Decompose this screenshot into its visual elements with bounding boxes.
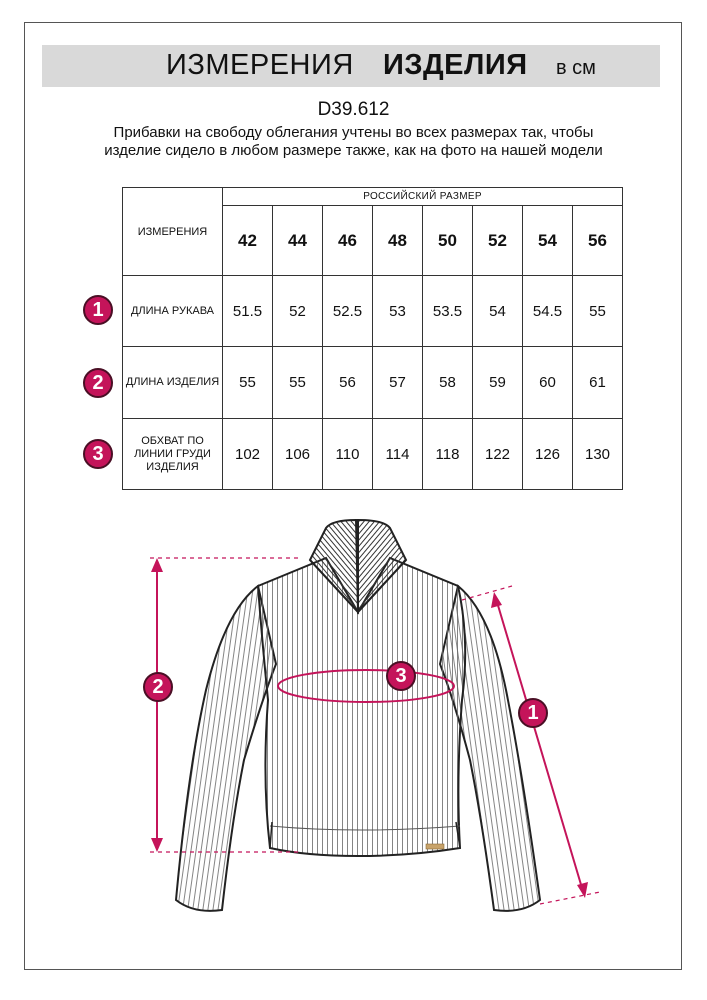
table-cell: 114	[373, 419, 423, 490]
table-cell: 53	[373, 276, 423, 347]
table-cell: 52.5	[323, 276, 373, 347]
table-cell: 56	[323, 347, 373, 419]
table-cell: 59	[473, 347, 523, 419]
size-header: 56	[573, 206, 623, 276]
table-cell: 122	[473, 419, 523, 490]
size-header: 42	[223, 206, 273, 276]
table-cell: 54.5	[523, 276, 573, 347]
fit-note: Прибавки на свободу облегания учтены во всех размерах так, чтобы изделие сидело в любом размере также, как на фото на нашей модели	[104, 124, 603, 159]
size-header: 50	[423, 206, 473, 276]
table-cell: 55	[223, 347, 273, 419]
diagram-badge-length: 2	[143, 672, 173, 702]
table-cell: 58	[423, 347, 473, 419]
size-header: 44	[273, 206, 323, 276]
size-header: 52	[473, 206, 523, 276]
size-header: 48	[373, 206, 423, 276]
size-header: 54	[523, 206, 573, 276]
table-cell: 54	[473, 276, 523, 347]
table-cell: 118	[423, 419, 473, 490]
table-cell: 60	[523, 347, 573, 419]
table-cell: 110	[323, 419, 373, 490]
table-cell: 106	[273, 419, 323, 490]
header-units: в см	[556, 57, 596, 79]
size-group-label: РОССИЙСКИЙ РАЗМЕР	[223, 188, 623, 206]
row-label: ДЛИНА РУКАВА	[123, 276, 223, 347]
table-cell: 51.5	[223, 276, 273, 347]
header-product-word: ИЗДЕЛИЯ	[383, 49, 528, 81]
table-corner-label: ИЗМЕРЕНИЯ	[123, 188, 223, 276]
table-cell: 130	[573, 419, 623, 490]
article-number: D39.612	[317, 99, 390, 120]
table-cell: 61	[573, 347, 623, 419]
row-badge-2: 2	[83, 368, 113, 398]
table-cell: 57	[373, 347, 423, 419]
table-cell: 52	[273, 276, 323, 347]
table-cell: 102	[223, 419, 273, 490]
table-cell: 53.5	[423, 276, 473, 347]
size-header: 46	[323, 206, 373, 276]
header-measure-word: ИЗМЕРЕНИЯ	[166, 49, 354, 81]
table-cell: 126	[523, 419, 573, 490]
diagram-badge-chest: 3	[386, 661, 416, 691]
diagram-badge-sleeve: 1	[518, 698, 548, 728]
table-cell: 55	[573, 276, 623, 347]
row-badge-1: 1	[83, 295, 113, 325]
table-cell: 55	[273, 347, 323, 419]
row-label: ДЛИНА ИЗДЕЛИЯ	[123, 347, 223, 419]
row-label: ОБХВАТ ПО ЛИНИИ ГРУДИ ИЗДЕЛИЯ	[123, 419, 223, 490]
row-badge-3: 3	[83, 439, 113, 469]
